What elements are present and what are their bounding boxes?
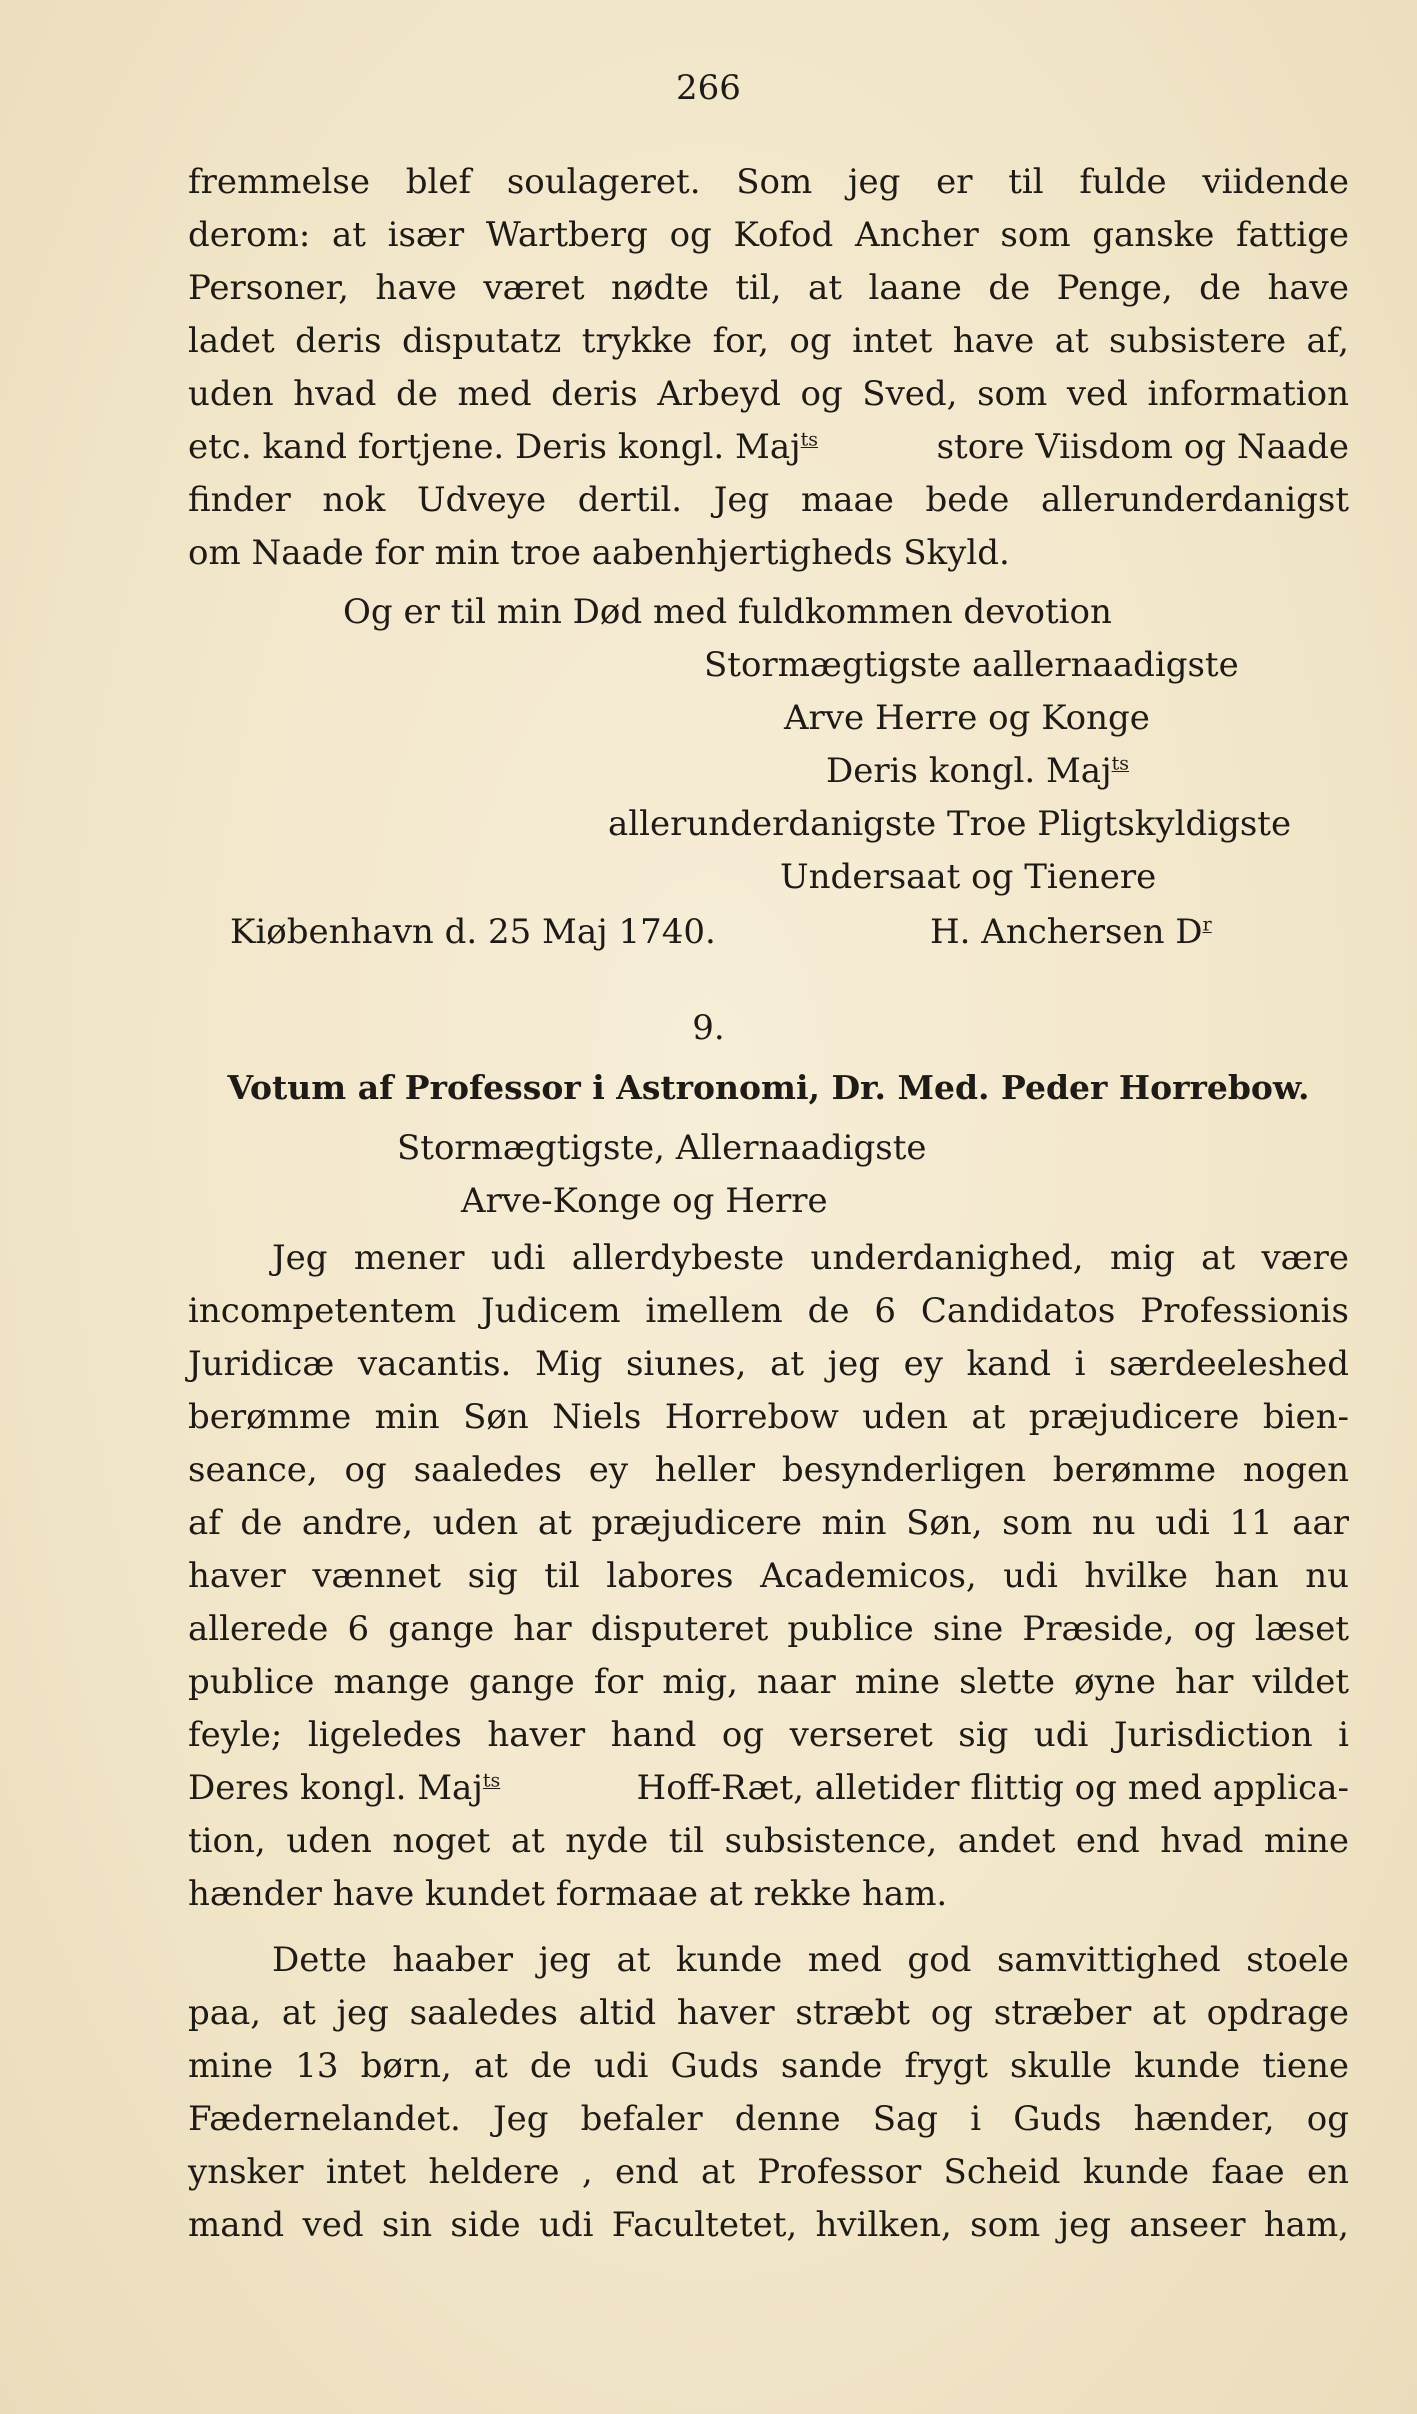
text-segment: etc. kand fortjene. Deris kongl. Maj$^{ts}$ bbox=[188, 427, 819, 467]
section-number: 9. bbox=[692, 1008, 725, 1048]
text-segment: Hoff-Ræt, alletider flittig og med applica- bbox=[636, 1768, 1349, 1808]
text-line: haver vænnet sig til labores Academicos, udi hvilke han nu bbox=[188, 1556, 1349, 1596]
section-heading: Votum af Professor i Astronomi, Dr. Med. Peder Horrebow. bbox=[227, 1068, 1310, 1107]
text-line: incompetentem Judicem imellem de 6 Candidatos Professionis bbox=[188, 1291, 1349, 1331]
closing-line: Arve Herre og Konge bbox=[784, 698, 1150, 738]
text-line: om Naade for min troe aabenhjertigheds Skyld. bbox=[188, 533, 1010, 573]
text-line: tion, uden noget at nyde til subsistence, andet end hvad mine bbox=[188, 1821, 1349, 1861]
closing-line: Stormægtigste aallernaadigste bbox=[704, 645, 1239, 685]
closing-line: allerunderdanigste Troe Pligtskyldigste bbox=[608, 804, 1292, 844]
place-date: Kiøbenhavn d. 25 Maj 1740. bbox=[230, 912, 716, 952]
text-segment: store Viisdom og Naade bbox=[936, 427, 1349, 467]
text-line: mand ved sin side udi Facultetet, hvilken, som jeg anseer ham, bbox=[188, 2205, 1349, 2245]
text-line: Dette haaber jeg at kunde med god samvittighed stoele bbox=[272, 1940, 1349, 1980]
salutation-line: Arve-Konge og Herre bbox=[461, 1181, 828, 1221]
text-line: hænder have kundet formaae at rekke ham. bbox=[188, 1874, 948, 1914]
text-line: ynsker intet heldere , end at Professor Scheid kunde faae en bbox=[188, 2152, 1349, 2192]
signature: H. Anchersen $D^r$ bbox=[930, 912, 1212, 952]
text-line: ladet deris disputatz trykke for, og intet have at subsistere af, bbox=[188, 321, 1349, 361]
text-line: finder nok Udveye dertil. Jeg maae bede allerunderdanigst bbox=[188, 480, 1349, 520]
text-line: publice mange gange for mig, naar mine slette øyne har vildet bbox=[188, 1662, 1349, 1702]
closing-line: Undersaat og Tienere bbox=[780, 857, 1157, 897]
text-line: seance, og saaledes ey heller besynderligen berømme nogen bbox=[188, 1450, 1349, 1490]
closing-line: Og er til min Død med fuldkommen devotion bbox=[343, 592, 1112, 632]
salutation-line: Stormægtigste, Allernaadigste bbox=[397, 1128, 927, 1168]
text-line: allerede 6 gange har disputeret publice sine Præside, og læset bbox=[188, 1609, 1349, 1649]
text-line: fremmelse blef soulageret. Som jeg er til fulde viidende bbox=[188, 162, 1349, 202]
text-line: Jeg mener udi allerdybeste underdanighed, mig at være bbox=[272, 1238, 1349, 1278]
text-line: Personer, have været nødte til, at laane de Penge, de have bbox=[188, 268, 1349, 308]
text-line: Juridicæ vacantis. Mig siunes, at jeg ey kand i særdeeleshed bbox=[188, 1344, 1349, 1384]
text-line: Fædernelandet. Jeg befaler denne Sag i Guds hænder, og bbox=[188, 2099, 1349, 2139]
text-line bbox=[188, 421, 1349, 473]
text-line: mine 13 børn, at de udi Guds sande frygt skulle kunde tiene bbox=[188, 2046, 1349, 2086]
text-line: feyle; ligeledes haver hand og verseret sig udi Jurisdiction i bbox=[188, 1715, 1349, 1755]
closing-line: Deris kongl. Maj$^{ts}$ bbox=[826, 751, 1130, 791]
text-segment: Deres kongl. Maj$^{ts}$ bbox=[188, 1768, 501, 1808]
text-line: derom: at især Wartberg og Kofod Ancher som ganske fattige bbox=[188, 215, 1349, 255]
text-line: berømme min Søn Niels Horrebow uden at præjudicere bien- bbox=[188, 1397, 1349, 1437]
text-line: uden hvad de med deris Arbeyd og Sved, som ved information bbox=[188, 374, 1349, 414]
text-line: af de andre, uden at præjudicere min Søn, som nu udi 11 aar bbox=[188, 1503, 1349, 1543]
text-line: paa, at jeg saaledes altid haver stræbt og stræber at opdrage bbox=[188, 1993, 1349, 2033]
page-number: 266 bbox=[676, 68, 741, 108]
text-line bbox=[188, 1762, 1349, 1814]
